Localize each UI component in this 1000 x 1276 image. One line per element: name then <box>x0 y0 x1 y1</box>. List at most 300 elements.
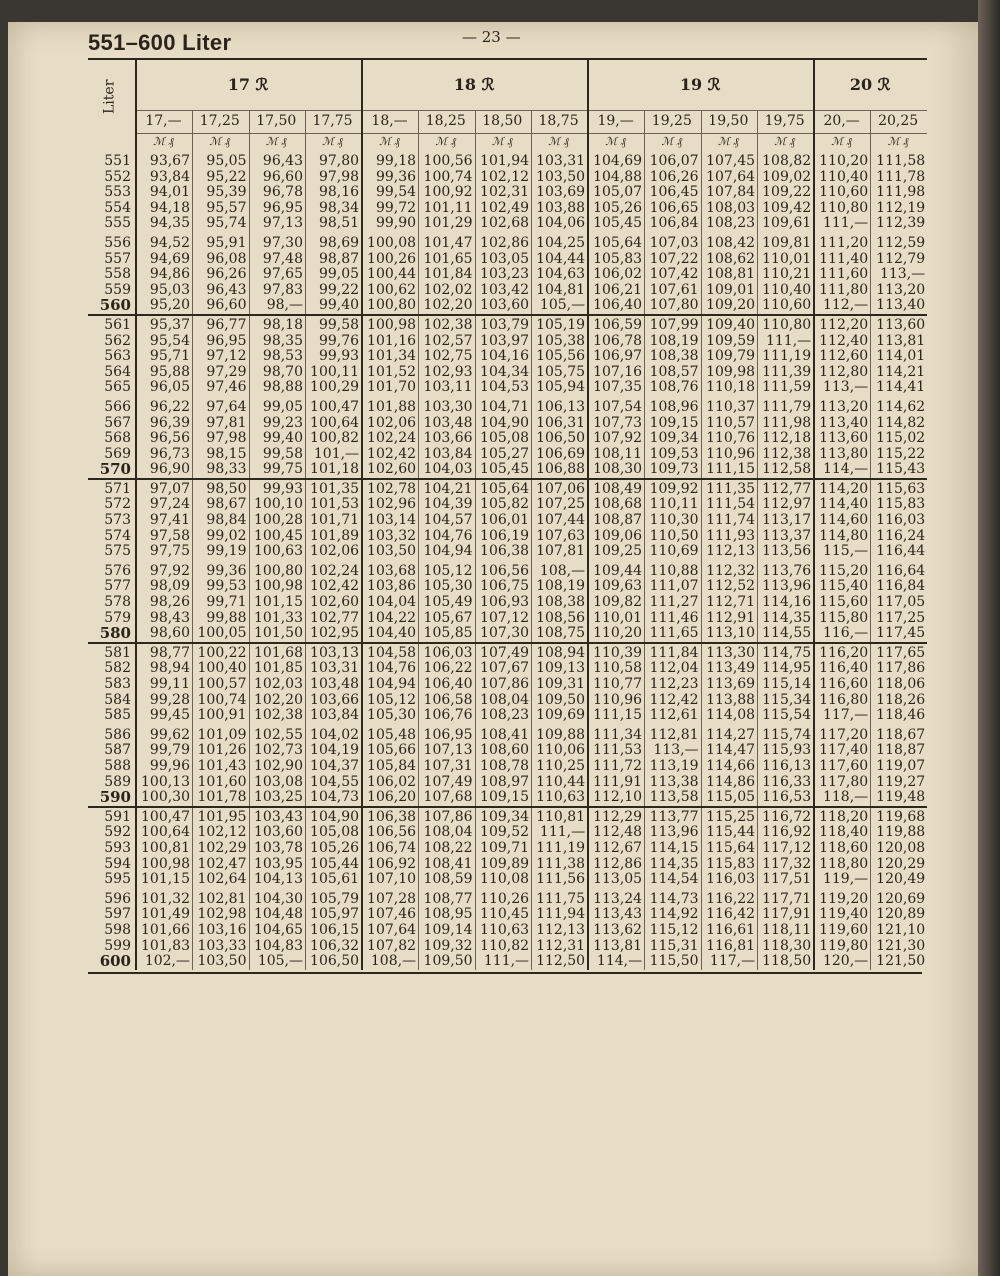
price-cell: 111,39 <box>758 365 815 381</box>
price-cell: 103,86 <box>362 579 419 595</box>
price-cell: 97,81 <box>193 416 250 432</box>
price-cell: 112,20 <box>814 315 871 334</box>
price-cell: 103,08 <box>249 775 306 791</box>
price-cell: 102,98 <box>193 907 250 923</box>
price-cell: 116,40 <box>814 661 871 677</box>
price-cell: 112,31 <box>532 939 589 955</box>
page-title: 551–600 Liter <box>88 30 232 55</box>
price-cell: 113,17 <box>758 513 815 529</box>
price-cell: 102,60 <box>362 462 419 479</box>
table-row <box>88 807 927 826</box>
price-cell: 98,53 <box>249 349 306 365</box>
price-cell: 108,04 <box>475 693 532 709</box>
price-cell: 103,60 <box>475 298 532 315</box>
price-cell: 99,53 <box>193 579 250 595</box>
price-cell: 109,34 <box>475 807 532 826</box>
price-cell: 113,— <box>645 743 702 759</box>
price-cell: 115,83 <box>871 497 928 513</box>
price-cell: 109,98 <box>701 365 758 381</box>
price-cell: 119,40 <box>814 907 871 923</box>
price-cell: 116,24 <box>871 529 928 545</box>
price-cell: 108,94 <box>532 643 589 662</box>
price-cell: 104,90 <box>306 807 363 826</box>
price-cell: 100,98 <box>249 579 306 595</box>
price-cell: 100,74 <box>193 693 250 709</box>
price-cell: 107,16 <box>588 365 645 381</box>
price-cell: 102,77 <box>306 611 363 627</box>
price-cell: 102,20 <box>249 693 306 709</box>
price-cell: 109,82 <box>588 595 645 611</box>
price-cell: 108,— <box>532 560 589 580</box>
price-cell: 103,66 <box>419 431 476 447</box>
price-cell: 108,68 <box>588 497 645 513</box>
liter-cell: 576 <box>104 562 131 579</box>
column-header: 19,50 <box>701 111 758 134</box>
price-cell: 115,05 <box>701 790 758 807</box>
table-row <box>88 743 927 759</box>
liter-cell: 581 <box>88 643 136 662</box>
price-cell: 100,29 <box>306 380 363 396</box>
price-cell: 97,07 <box>136 479 193 498</box>
price-cell: 104,90 <box>475 416 532 432</box>
price-cell: 102,73 <box>249 743 306 759</box>
liter-cell: 585 <box>104 708 131 724</box>
price-cell: 108,22 <box>419 841 476 857</box>
price-cell: 102,78 <box>362 479 419 498</box>
price-cell: 108,95 <box>419 907 476 923</box>
price-cell: 106,88 <box>532 462 589 479</box>
price-cell: 105,67 <box>419 611 476 627</box>
price-cell: 100,28 <box>249 513 306 529</box>
price-cell: 103,50 <box>532 170 589 186</box>
price-cell: 98,60 <box>136 626 193 643</box>
price-cell: 100,05 <box>193 626 250 643</box>
price-cell: 101,78 <box>193 790 250 807</box>
price-cell: 108,78 <box>475 759 532 775</box>
price-cell: 117,45 <box>871 626 928 643</box>
price-cell: 112,50 <box>532 954 589 970</box>
liter-cell: 563 <box>104 349 131 365</box>
price-cell: 101,34 <box>362 349 419 365</box>
price-cell: 103,88 <box>532 201 589 217</box>
price-cell: 109,06 <box>588 529 645 545</box>
table-row <box>88 216 927 232</box>
price-cell: 103,78 <box>249 841 306 857</box>
price-cell: 111,35 <box>701 479 758 498</box>
price-cell: 108,49 <box>588 479 645 498</box>
price-cell: 113,19 <box>645 759 702 775</box>
price-cell: 112,40 <box>814 334 871 350</box>
unit-label: ℳ ₰ <box>136 134 193 151</box>
price-cell: 109,59 <box>701 334 758 350</box>
price-cell: 110,58 <box>588 661 645 677</box>
price-cell: 98,16 <box>306 185 363 201</box>
price-cell: 107,22 <box>645 252 702 268</box>
price-cell: 101,53 <box>306 497 363 513</box>
price-cell: 99,90 <box>362 216 419 232</box>
price-cell: 109,89 <box>475 857 532 873</box>
price-cell: 99,58 <box>306 315 363 334</box>
table-row <box>88 252 927 268</box>
price-cell: 120,49 <box>871 872 928 888</box>
price-cell: 104,40 <box>362 626 419 643</box>
price-cell: 99,88 <box>193 611 250 627</box>
price-cell: 116,03 <box>871 513 928 529</box>
price-cell: 107,44 <box>532 513 589 529</box>
table-row <box>88 462 927 479</box>
price-cell: 110,80 <box>814 201 871 217</box>
price-cell: 113,20 <box>814 396 871 416</box>
price-cell: 109,13 <box>532 661 589 677</box>
price-cell: 103,32 <box>362 529 419 545</box>
price-cell: 114,95 <box>758 661 815 677</box>
price-cell: 99,79 <box>136 743 193 759</box>
price-cell: 118,46 <box>871 708 928 724</box>
price-cell: 103,69 <box>532 185 589 201</box>
table-row <box>88 447 927 463</box>
price-cell: 119,07 <box>871 759 928 775</box>
price-cell: 113,05 <box>588 872 645 888</box>
column-header: 18,— <box>362 111 419 134</box>
table-row <box>88 497 927 513</box>
table-row <box>88 380 927 396</box>
table-row <box>88 888 927 908</box>
price-cell: 109,50 <box>532 693 589 709</box>
price-cell: 112,13 <box>701 544 758 560</box>
price-cell: 106,26 <box>645 170 702 186</box>
price-cell: 106,56 <box>475 560 532 580</box>
price-cell: 116,22 <box>701 888 758 908</box>
price-cell: 95,05 <box>193 150 250 170</box>
liter-cell: 552 <box>104 169 131 185</box>
price-cell: 114,20 <box>814 479 871 498</box>
price-cell: 113,56 <box>758 544 815 560</box>
price-cell: 99,05 <box>306 267 363 283</box>
price-cell: 112,61 <box>645 708 702 724</box>
price-cell: 104,94 <box>362 677 419 693</box>
price-cell: 108,75 <box>532 626 589 643</box>
liter-cell: 593 <box>104 840 131 856</box>
price-cell: 95,03 <box>136 283 193 299</box>
price-cell: 96,95 <box>249 201 306 217</box>
price-cell: 114,35 <box>645 857 702 873</box>
price-cell: 101,88 <box>362 396 419 416</box>
price-cell: 105,— <box>249 954 306 970</box>
price-cell: 96,08 <box>193 252 250 268</box>
table-row <box>88 479 927 498</box>
price-cell: 118,26 <box>871 693 928 709</box>
price-cell: 105,49 <box>419 595 476 611</box>
price-cell: 100,64 <box>306 416 363 432</box>
price-cell: 113,60 <box>814 431 871 447</box>
price-cell: 99,93 <box>249 479 306 498</box>
liter-cell: 578 <box>104 595 131 611</box>
price-cell: 118,30 <box>758 939 815 955</box>
price-cell: 112,71 <box>701 595 758 611</box>
price-cell: 108,04 <box>419 825 476 841</box>
price-cell: 120,29 <box>871 857 928 873</box>
price-cell: 109,44 <box>588 560 645 580</box>
liter-cell: 573 <box>104 513 131 529</box>
table-row <box>88 416 927 432</box>
table-row <box>88 170 927 186</box>
table-row <box>88 396 927 416</box>
price-cell: 107,10 <box>362 872 419 888</box>
price-cell: 95,91 <box>193 232 250 252</box>
price-cell: 111,65 <box>645 626 702 643</box>
price-cell: 99,58 <box>249 447 306 463</box>
price-cell: 118,87 <box>871 743 928 759</box>
price-cell: 93,67 <box>136 150 193 170</box>
column-header: 18,50 <box>475 111 532 134</box>
price-cell: 99,19 <box>193 544 250 560</box>
table-row <box>88 579 927 595</box>
price-cell: 107,61 <box>645 283 702 299</box>
liter-cell: 569 <box>104 446 131 462</box>
price-cell: 108,03 <box>701 201 758 217</box>
price-cell: 111,56 <box>532 872 589 888</box>
price-cell: 115,54 <box>758 708 815 724</box>
price-cell: 106,95 <box>419 724 476 744</box>
price-cell: 106,21 <box>588 283 645 299</box>
price-cell: 99,11 <box>136 677 193 693</box>
price-cell: 110,96 <box>588 693 645 709</box>
price-cell: 104,53 <box>475 380 532 396</box>
price-cell: 96,90 <box>136 462 193 479</box>
price-cell: 112,59 <box>871 232 928 252</box>
price-cell: 107,25 <box>532 497 589 513</box>
price-cell: 116,13 <box>758 759 815 775</box>
price-cell: 110,88 <box>645 560 702 580</box>
price-cell: 105,64 <box>588 232 645 252</box>
price-cell: 114,27 <box>701 724 758 744</box>
price-cell: 101,— <box>306 447 363 463</box>
table-row <box>88 595 927 611</box>
price-cell: 109,81 <box>758 232 815 252</box>
price-cell: 107,67 <box>475 661 532 677</box>
price-cell: 107,64 <box>362 923 419 939</box>
price-cell: 111,19 <box>758 349 815 365</box>
price-cell: 94,69 <box>136 252 193 268</box>
price-cell: 111,54 <box>701 497 758 513</box>
price-cell: 108,60 <box>475 743 532 759</box>
price-cell: 100,62 <box>362 283 419 299</box>
price-cell: 96,43 <box>193 283 250 299</box>
price-cell: 111,46 <box>645 611 702 627</box>
price-cell: 115,93 <box>758 743 815 759</box>
table-row <box>88 611 927 627</box>
table-row <box>88 513 927 529</box>
price-cell: 113,81 <box>588 939 645 955</box>
price-cell: 118,06 <box>871 677 928 693</box>
price-cell: 116,42 <box>701 907 758 923</box>
price-cell: 115,34 <box>758 693 815 709</box>
table-row <box>88 298 927 315</box>
price-cell: 113,49 <box>701 661 758 677</box>
price-cell: 98,09 <box>136 579 193 595</box>
price-cell: 120,08 <box>871 841 928 857</box>
table-row <box>88 201 927 217</box>
price-cell: 111,19 <box>532 841 589 857</box>
price-cell: 108,19 <box>532 579 589 595</box>
price-cell: 110,82 <box>475 939 532 955</box>
price-cell: 114,55 <box>758 626 815 643</box>
price-cell: 101,95 <box>193 807 250 826</box>
liter-cell: 599 <box>104 938 131 954</box>
liter-cell: 596 <box>104 890 131 907</box>
liter-cell: 555 <box>104 216 131 232</box>
price-cell: 113,20 <box>871 283 928 299</box>
price-cell: 97,58 <box>136 529 193 545</box>
price-cell: 104,88 <box>588 170 645 186</box>
unit-label: ℳ ₰ <box>758 134 815 151</box>
table-row <box>88 267 927 283</box>
price-cell: 104,34 <box>475 365 532 381</box>
price-cell: 109,63 <box>588 579 645 595</box>
price-cell: 116,44 <box>871 544 928 560</box>
price-cell: 110,69 <box>645 544 702 560</box>
price-cell: 98,84 <box>193 513 250 529</box>
price-cell: 100,80 <box>362 298 419 315</box>
price-cell: 118,40 <box>814 825 871 841</box>
price-cell: 114,66 <box>701 759 758 775</box>
price-cell: 104,13 <box>249 872 306 888</box>
price-cell: 103,66 <box>306 693 363 709</box>
liter-cell: 553 <box>104 185 131 201</box>
price-cell: 113,40 <box>814 416 871 432</box>
price-cell: 97,65 <box>249 267 306 283</box>
price-cell: 113,37 <box>758 529 815 545</box>
table-row <box>88 790 927 807</box>
price-cell: 97,41 <box>136 513 193 529</box>
price-cell: 104,57 <box>419 513 476 529</box>
price-cell: 100,08 <box>362 232 419 252</box>
price-cell: 100,40 <box>193 661 250 677</box>
price-cell: 111,— <box>475 954 532 970</box>
price-table <box>88 58 927 970</box>
price-cell: 101,83 <box>136 939 193 955</box>
price-cell: 109,32 <box>419 939 476 955</box>
price-cell: 107,49 <box>419 775 476 791</box>
price-cell: 102,86 <box>475 232 532 252</box>
price-cell: 99,76 <box>306 334 363 350</box>
price-cell: 105,08 <box>475 431 532 447</box>
price-cell: 109,50 <box>419 954 476 970</box>
table-row <box>88 232 927 252</box>
price-cell: 115,43 <box>871 462 928 479</box>
table-row <box>88 872 927 888</box>
price-cell: 106,92 <box>362 857 419 873</box>
price-cell: 94,86 <box>136 267 193 283</box>
page-number: — 23 — <box>462 28 521 46</box>
price-cell: 105,— <box>532 298 589 315</box>
liter-cell: 557 <box>104 251 131 267</box>
price-cell: 109,61 <box>758 216 815 232</box>
group-header: 20 ℛ <box>814 59 927 111</box>
liter-cell: 564 <box>104 364 131 380</box>
price-cell: 102,12 <box>475 170 532 186</box>
price-cell: 114,21 <box>871 365 928 381</box>
price-cell: 104,44 <box>532 252 589 268</box>
price-cell: 100,98 <box>136 857 193 873</box>
price-cell: 102,49 <box>475 201 532 217</box>
price-cell: 102,24 <box>362 431 419 447</box>
price-cell: 101,68 <box>249 643 306 662</box>
price-cell: 96,60 <box>249 170 306 186</box>
unit-label: ℳ ₰ <box>814 134 871 151</box>
price-cell: 104,37 <box>306 759 363 775</box>
price-cell: 112,97 <box>758 497 815 513</box>
price-cell: 110,80 <box>758 315 815 334</box>
price-cell: 106,02 <box>588 267 645 283</box>
price-cell: 105,12 <box>362 693 419 709</box>
price-cell: 114,08 <box>701 708 758 724</box>
price-cell: 109,14 <box>419 923 476 939</box>
price-cell: 107,42 <box>645 267 702 283</box>
table-row <box>88 643 927 662</box>
price-cell: 117,20 <box>814 724 871 744</box>
price-cell: 112,29 <box>588 807 645 826</box>
price-cell: 105,84 <box>362 759 419 775</box>
price-cell: 100,82 <box>306 431 363 447</box>
price-cell: 121,10 <box>871 923 928 939</box>
column-header: 18,25 <box>419 111 476 134</box>
table-row <box>88 954 927 970</box>
price-cell: 117,05 <box>871 595 928 611</box>
liter-cell: 570 <box>99 462 131 479</box>
price-cell: 103,84 <box>306 708 363 724</box>
price-cell: 111,98 <box>871 185 928 201</box>
price-cell: 101,49 <box>136 907 193 923</box>
price-cell: 102,38 <box>419 315 476 334</box>
table-row <box>88 923 927 939</box>
price-cell: 104,65 <box>249 923 306 939</box>
price-cell: 102,20 <box>419 298 476 315</box>
price-cell: 110,26 <box>475 888 532 908</box>
table-row <box>88 560 927 580</box>
price-cell: 108,41 <box>475 724 532 744</box>
price-cell: 120,69 <box>871 888 928 908</box>
price-cell: 100,13 <box>136 775 193 791</box>
price-cell: 111,72 <box>588 759 645 775</box>
price-cell: 101,85 <box>249 661 306 677</box>
price-cell: 96,56 <box>136 431 193 447</box>
price-cell: 110,01 <box>758 252 815 268</box>
price-cell: 106,02 <box>362 775 419 791</box>
table-row <box>88 693 927 709</box>
price-cell: 98,77 <box>136 643 193 662</box>
price-cell: 98,50 <box>193 479 250 498</box>
price-cell: 112,32 <box>701 560 758 580</box>
table-row <box>88 150 927 170</box>
price-cell: 106,20 <box>362 790 419 807</box>
price-cell: 99,36 <box>362 170 419 186</box>
price-cell: 110,30 <box>645 513 702 529</box>
price-cell: 95,54 <box>136 334 193 350</box>
price-cell: 106,01 <box>475 513 532 529</box>
price-cell: 105,44 <box>306 857 363 873</box>
price-cell: 112,52 <box>701 579 758 595</box>
price-cell: 111,— <box>758 334 815 350</box>
price-cell: 101,15 <box>136 872 193 888</box>
price-cell: 114,75 <box>758 643 815 662</box>
price-cell: 117,65 <box>871 643 928 662</box>
column-header: 19,— <box>588 111 645 134</box>
price-cell: 117,25 <box>871 611 928 627</box>
price-cell: 104,63 <box>532 267 589 283</box>
price-cell: 103,84 <box>419 447 476 463</box>
price-cell: 105,30 <box>419 579 476 595</box>
